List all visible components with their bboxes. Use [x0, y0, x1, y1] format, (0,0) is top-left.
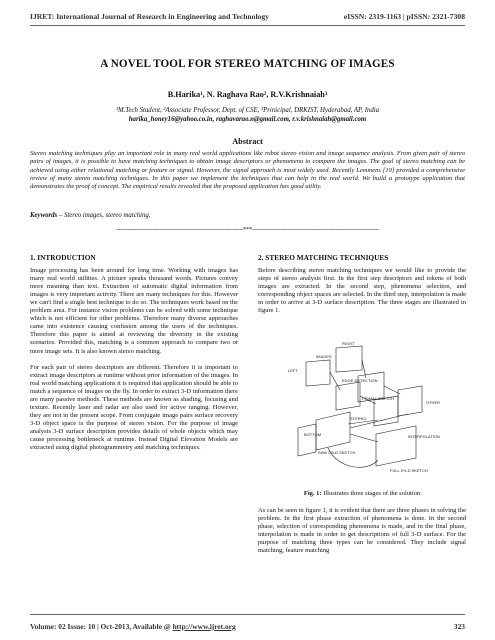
- figure-caption-text: Illustrates three stages of the solution: [321, 490, 421, 497]
- section-2-para-2: As can be seen in figure 1, it is evident that there are three phases in solving the problem. In the first phase extraction of phenomena is done. In the second phase, selection of corresponding phenomena is made, and in the final phase, interpolation is made in order to get descriptions of full 3-D surface. For the purpose of matching three types can be considered. They include signal matching, feature matching: [258, 507, 466, 555]
- figure-1-diagram: [258, 342, 466, 487]
- left-column: [30, 254, 238, 452]
- footer-rule: [30, 614, 465, 615]
- figure-label-raw-sketch: RAW 2½-D SKETCH: [318, 450, 356, 455]
- keywords-text: – Stereo images, stereo matching,: [57, 212, 151, 219]
- section-1-para-2: For each pair of stereo descriptors are different. Therefore it is important to extract image descriptors at runtime without prior information of the images. In real world matching applications it is required that application should be able to match a sequence of images on the fly. In order to extract 3-D information there are many passive methods. These methods are known as shading, focusing and texture. Recently laser and radar are also used for active ranging. However, they are not in the present scope. From conjugate image pairs surface recovery 3-D object space is the purpose of stereo vision. For the purpose of image analysis 3-D surface description provides details of whole objects which may cause processing bottleneck at runtime. Instead Digital Elevation Models are extracted using digital photogrammetry and matching techniques.: [30, 363, 238, 452]
- issn: eISSN: 2319-1163 | pISSN: 2321-7308: [343, 12, 465, 21]
- footer-volume-text: Volume: 02 Issue: 10 | Oct-2013, Available @: [30, 622, 173, 631]
- keywords: [30, 212, 465, 219]
- figure-label-right: RIGHT: [342, 342, 355, 346]
- authors: B.Harika¹, N. Raghava Rao², R.V.Krishnaiah³: [167, 90, 328, 99]
- footer-volume: [30, 622, 236, 631]
- raw-sketch-plane: [316, 412, 350, 450]
- figure-label-primal-sketch: PRIMAL SKETCH: [362, 396, 395, 401]
- full-sketch-plane: [376, 426, 416, 466]
- keywords-label: Keywords: [30, 212, 58, 219]
- journal-name: IJRET: International Journal of Research in Engineering and Technology: [30, 12, 269, 21]
- header-rule: [30, 25, 465, 26]
- figure-label-full-sketch: FULL 2½-D SKETCH: [390, 468, 428, 473]
- abstract-text: Stereo matching techniques play an important role in many real world applications like robot stereo vision and image sequence analysis. From given pair of stereo pairs of images, it is possible to have matching techniques to obtain image descriptors or phenomena to compare the images. The goal of stereo matching can be achieved using either relational matching or feature or signal. However, the signal approach is most widely used. Recently Lemmens [10] provided a comprehensive review of many stereo matching techniques. In this paper we implement the techniques that can help in the real world. We build a prototype application that demonstrates the proof of concept. The empirical results revealed that the proposed application has good utility.: [30, 150, 465, 191]
- section-2-heading: 2. STEREO MATCHING TECHNIQUES: [258, 253, 389, 262]
- primal-plane-right: [398, 386, 422, 416]
- section-2-para-1: Before describing stereo matching techniques we would like to provide the steps of stereo analysis first. In the first step descriptors and tokens of both images are extracted. In the second step, phenomena selection, and corresponding object spaces are selected. In the third step, interpolation is made in order to arrive at 3-D surface description. The three stages are illustrated in figure 1.: [258, 267, 466, 315]
- figure-label-interpolation: INTERPOLATION: [408, 434, 440, 439]
- figure-label-stereo: STEREO: [350, 416, 367, 421]
- section-1-heading: 1. INTRODUCTION: [30, 253, 96, 262]
- abstract-heading: Abstract: [232, 137, 263, 146]
- right-column: [258, 254, 466, 315]
- figure-label-images: IMAGES: [316, 354, 332, 359]
- paper-title: A NOVEL TOOL FOR STEREO MATCHING OF IMAGES: [100, 58, 395, 70]
- figure-1-caption: [258, 490, 466, 497]
- running-header: [30, 12, 465, 21]
- left-image-plane: [306, 360, 330, 386]
- bottom-plane: [298, 424, 316, 456]
- figure-label-edge-detection: EDGE DETECTION: [342, 378, 378, 383]
- figure-caption-label: Fig. 1:: [303, 490, 322, 497]
- figure-label-bottom: BOTTOM: [304, 432, 322, 437]
- section-separator: --------------------------------------------------------------------***--------------------------------------------------------------------: [116, 226, 379, 233]
- affiliation: ¹M.Tech Student, ²Associate Professor, Dept. of CSE, ³Prinicipal, DRKIST, Hyderabad, AP, India: [115, 107, 380, 114]
- edge-plane-left: [336, 382, 360, 410]
- figure-label-other: OTHER: [426, 400, 440, 405]
- page-number: 323: [453, 622, 465, 631]
- journal-link[interactable]: http://www.ijret.org: [172, 622, 236, 631]
- figure-1: [258, 342, 466, 487]
- section-1-para-1: Image processing has been around for long time. Working with images has many real world utilities. A picture speaks thousand words. Pictures convey more meaning than text. Extraction of automatic digital information from images is very important activity. There are many techniques for this. However we can't find a single best technique to do so. The techniques work based on the problem area. For instance vision problems can be solved with some technique which is not efficient for other problems. Therefore many diverse approaches came into existence causing confusion among the users of the techniques. Therefore this paper is aimed at reviewing the diversity in the existing scenarios. Provided this, matching is a common approach to compare two or more image sets. It is also known stereo matching.: [30, 267, 238, 355]
- figure-label-left: LEFT: [288, 368, 298, 373]
- emails: harika_honey16@yahoo.co.in, raghavarao.n@gmail.com, r.v.krishnaiah@gmail.com: [128, 116, 367, 123]
- page-footer: [30, 622, 465, 631]
- affiliation-block: [30, 106, 465, 124]
- right-image-plane: [336, 346, 362, 372]
